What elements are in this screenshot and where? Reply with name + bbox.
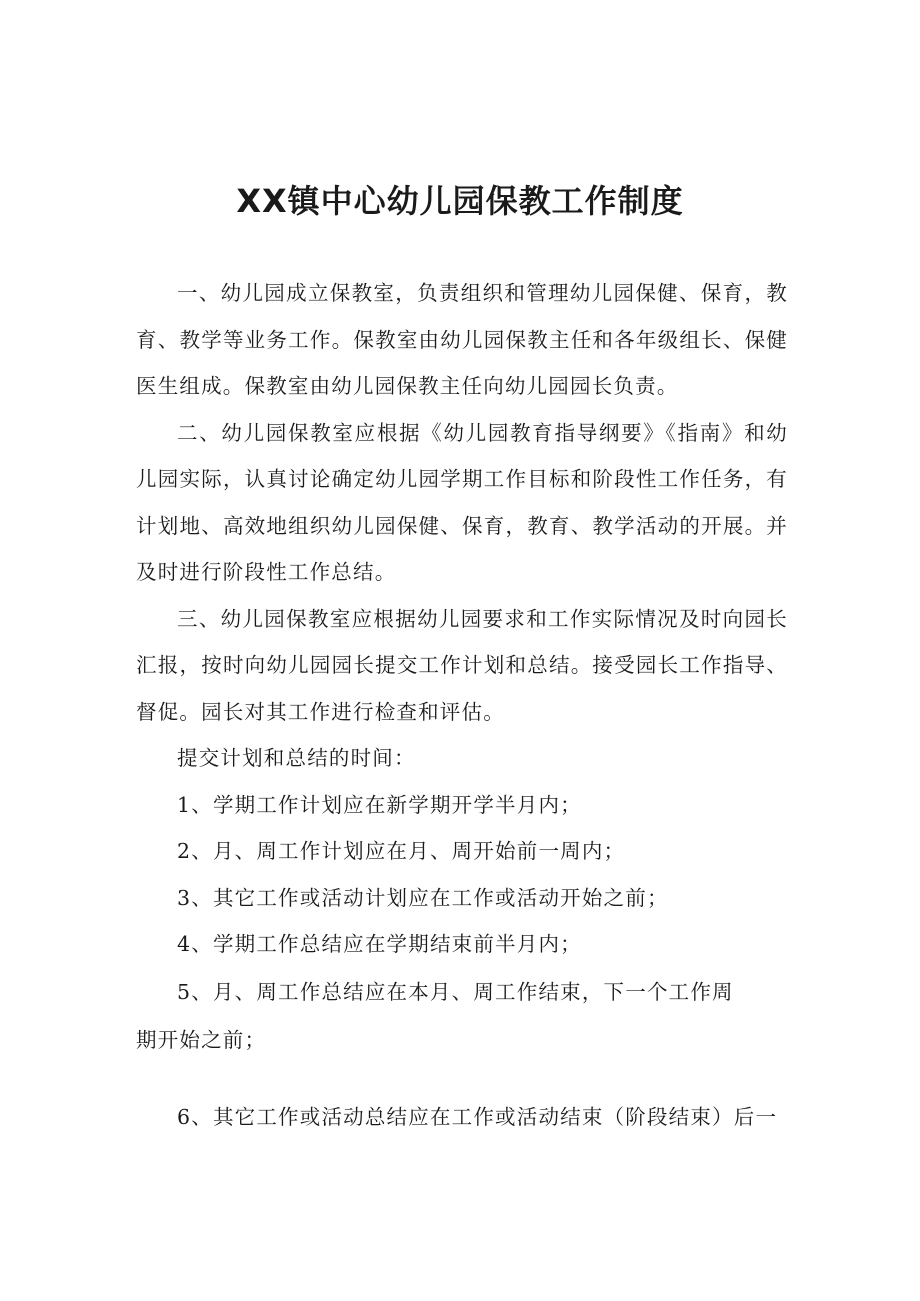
list-item-1: 1、学期工作计划应在新学期开学半月内； bbox=[177, 792, 582, 817]
paragraph-2: 二、幼儿园保教室应根据《幼儿园教育指导纲要》《指南》和幼儿园实际，认真讨论确定幼儿园学期工作目标和阶段性工作任务，有计划地、高效地组织幼儿园保健、保育，教育、教学活动的开展。并及时进行阶段性工作总结。 bbox=[136, 420, 788, 584]
schedule-heading: 提交计划和总结的时间： bbox=[177, 746, 416, 770]
list-item-6: 6、其它工作或活动总结应在工作或活动结束（阶段结束）后一 bbox=[177, 1104, 778, 1129]
paragraph-3: 三、幼儿园保教室应根据幼儿园要求和工作实际情况及时向园长汇报，按时向幼儿园园长提交工作计划和总结。接受园长工作指导、督促。园长对其工作进行检查和评估。 bbox=[136, 606, 788, 724]
list-item-4: 4、学期工作总结应在学期结束前半月内； bbox=[177, 932, 582, 956]
document-title: XX镇中心幼儿园保教工作制度 bbox=[236, 182, 684, 220]
list-item-5-continuation: 期开始之前； bbox=[136, 1027, 267, 1052]
document-body bbox=[136, 270, 788, 1140]
list-item-3: 3、其它工作或活动计划应在工作或活动开始之前； bbox=[177, 885, 669, 910]
list-item-5: 5、月、周工作总结应在本月、周工作结束，下一个工作周 bbox=[177, 979, 734, 1004]
paragraph-1: 一、幼儿园成立保教室，负责组织和管理幼儿园保健、保育，教育、教学等业务工作。保教室由幼儿园保教主任和各年级组长、保健医生组成。保教室由幼儿园保教主任向幼儿园园长负责。 bbox=[136, 281, 788, 398]
list-item-2: 2、月、周工作计划应在月、周开始前一周内； bbox=[177, 839, 626, 863]
